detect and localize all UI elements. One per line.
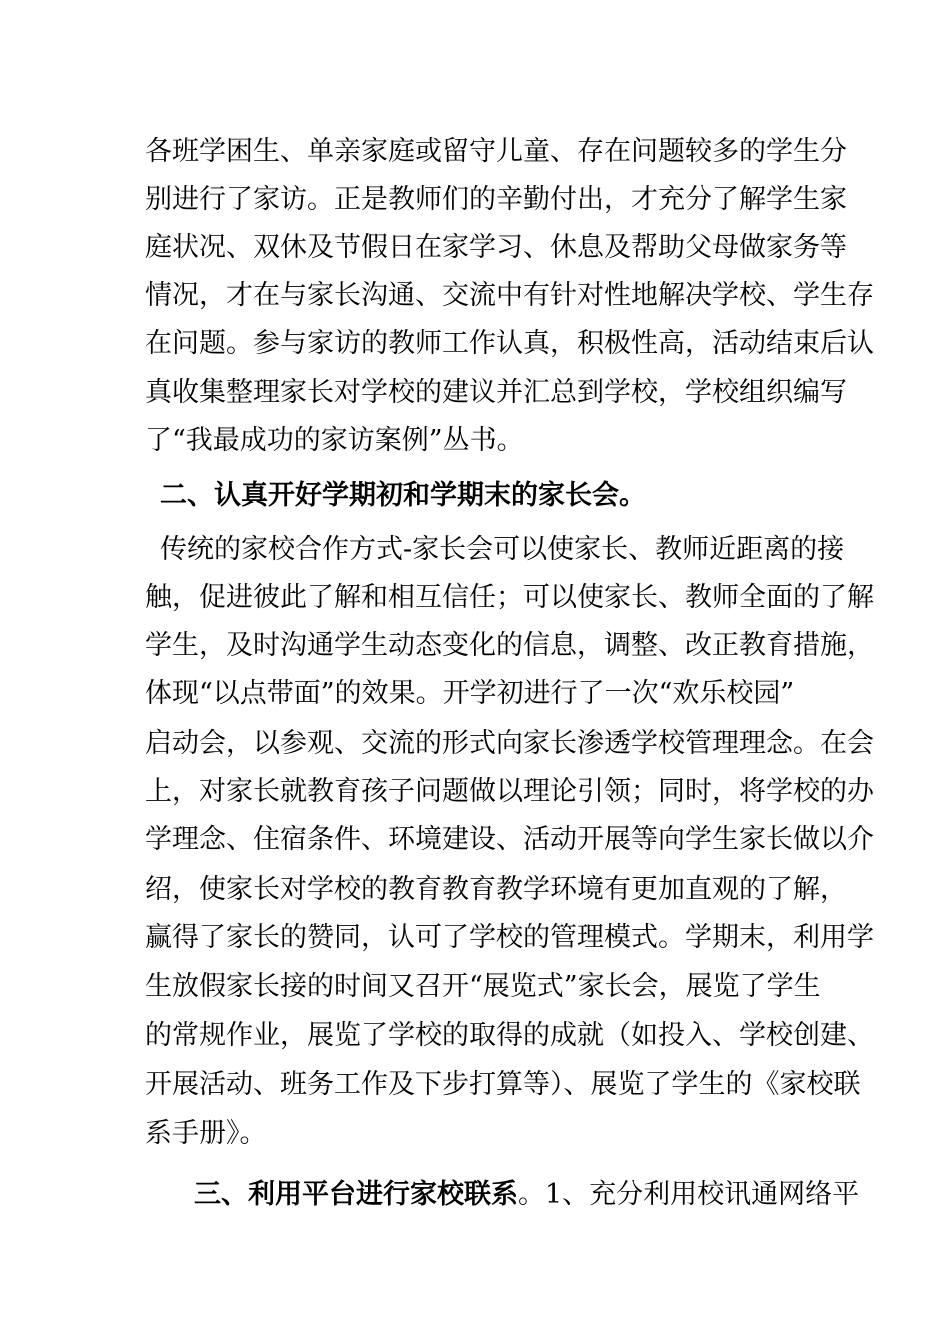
paragraph-line: 别进行了家访。正是教师们的辛勤付出，才充分了解学生家 — [145, 184, 847, 215]
paragraph-line: 传统的家校合作方式-家长会可以使家长、教师近距离的接 — [160, 534, 845, 565]
paragraph-line: 各班学困生、单亲家庭或留守儿童、存在问题较多的学生分 — [145, 136, 847, 167]
paragraph-line: 了“我最成功的家访案例”丛书。 — [145, 425, 524, 456]
paragraph-line: 生放假家长接的时间又召开“展览式”家长会，展览了学生 — [145, 971, 821, 1002]
paragraph-line: 情况，才在与家长沟通、交流中有针对性地解决学校、学生存 — [145, 280, 874, 311]
section-heading-3 — [194, 1171, 859, 1219]
paragraph-line: 体现“以点带面”的效果。开学初进行了一次“欢乐校园” — [145, 678, 795, 709]
paragraph-line: 系手册》。 — [145, 1118, 267, 1149]
paragraph-line: 绍，使家长对学校的教育教育教学环境有更加直观的了解， — [145, 874, 847, 905]
paragraph-line: 学生，及时沟通学生动态变化的信息，调整、改正教育措施， — [145, 630, 874, 661]
section-heading-3-title: 三、利用平台进行家校联系 — [194, 1179, 518, 1210]
paragraph-line: 启动会，以参观、交流的形式向家长渗透学校管理理念。在会 — [145, 728, 874, 759]
paragraph-line: 庭状况、双休及节假日在家学习、休息及帮助父母做家务等 — [145, 232, 847, 263]
paragraph-line: 真收集整理家长对学校的建议并汇总到学校，学校组织编写 — [145, 377, 847, 408]
paragraph-line: 的常规作业，展览了学校的取得的成就（如投入、学校创建、 — [145, 1020, 874, 1051]
paragraph-line: 上，对家长就教育孩子问题做以理论引领；同时，将学校的办 — [145, 776, 874, 807]
section-heading-3-text: 。1、充分利用校讯通网络平 — [518, 1179, 860, 1210]
paragraph-line: 赢得了家长的赞同，认可了学校的管理模式。学期末，利用学 — [145, 922, 874, 953]
paragraph-line: 在问题。参与家访的教师工作认真，积极性高，活动结束后认 — [145, 328, 874, 359]
section-heading-2: 二、认真开好学期初和学期末的家长会。 — [160, 480, 646, 511]
paragraph-line: 学理念、住宿条件、环境建设、活动开展等向学生家长做以介 — [145, 824, 874, 855]
paragraph-line: 开展活动、班务工作及下步打算等）、展览了学生的《家校联 — [145, 1069, 861, 1100]
paragraph-line: 触，促进彼此了解和相互信任；可以使家长、教师全面的了解 — [145, 582, 874, 613]
